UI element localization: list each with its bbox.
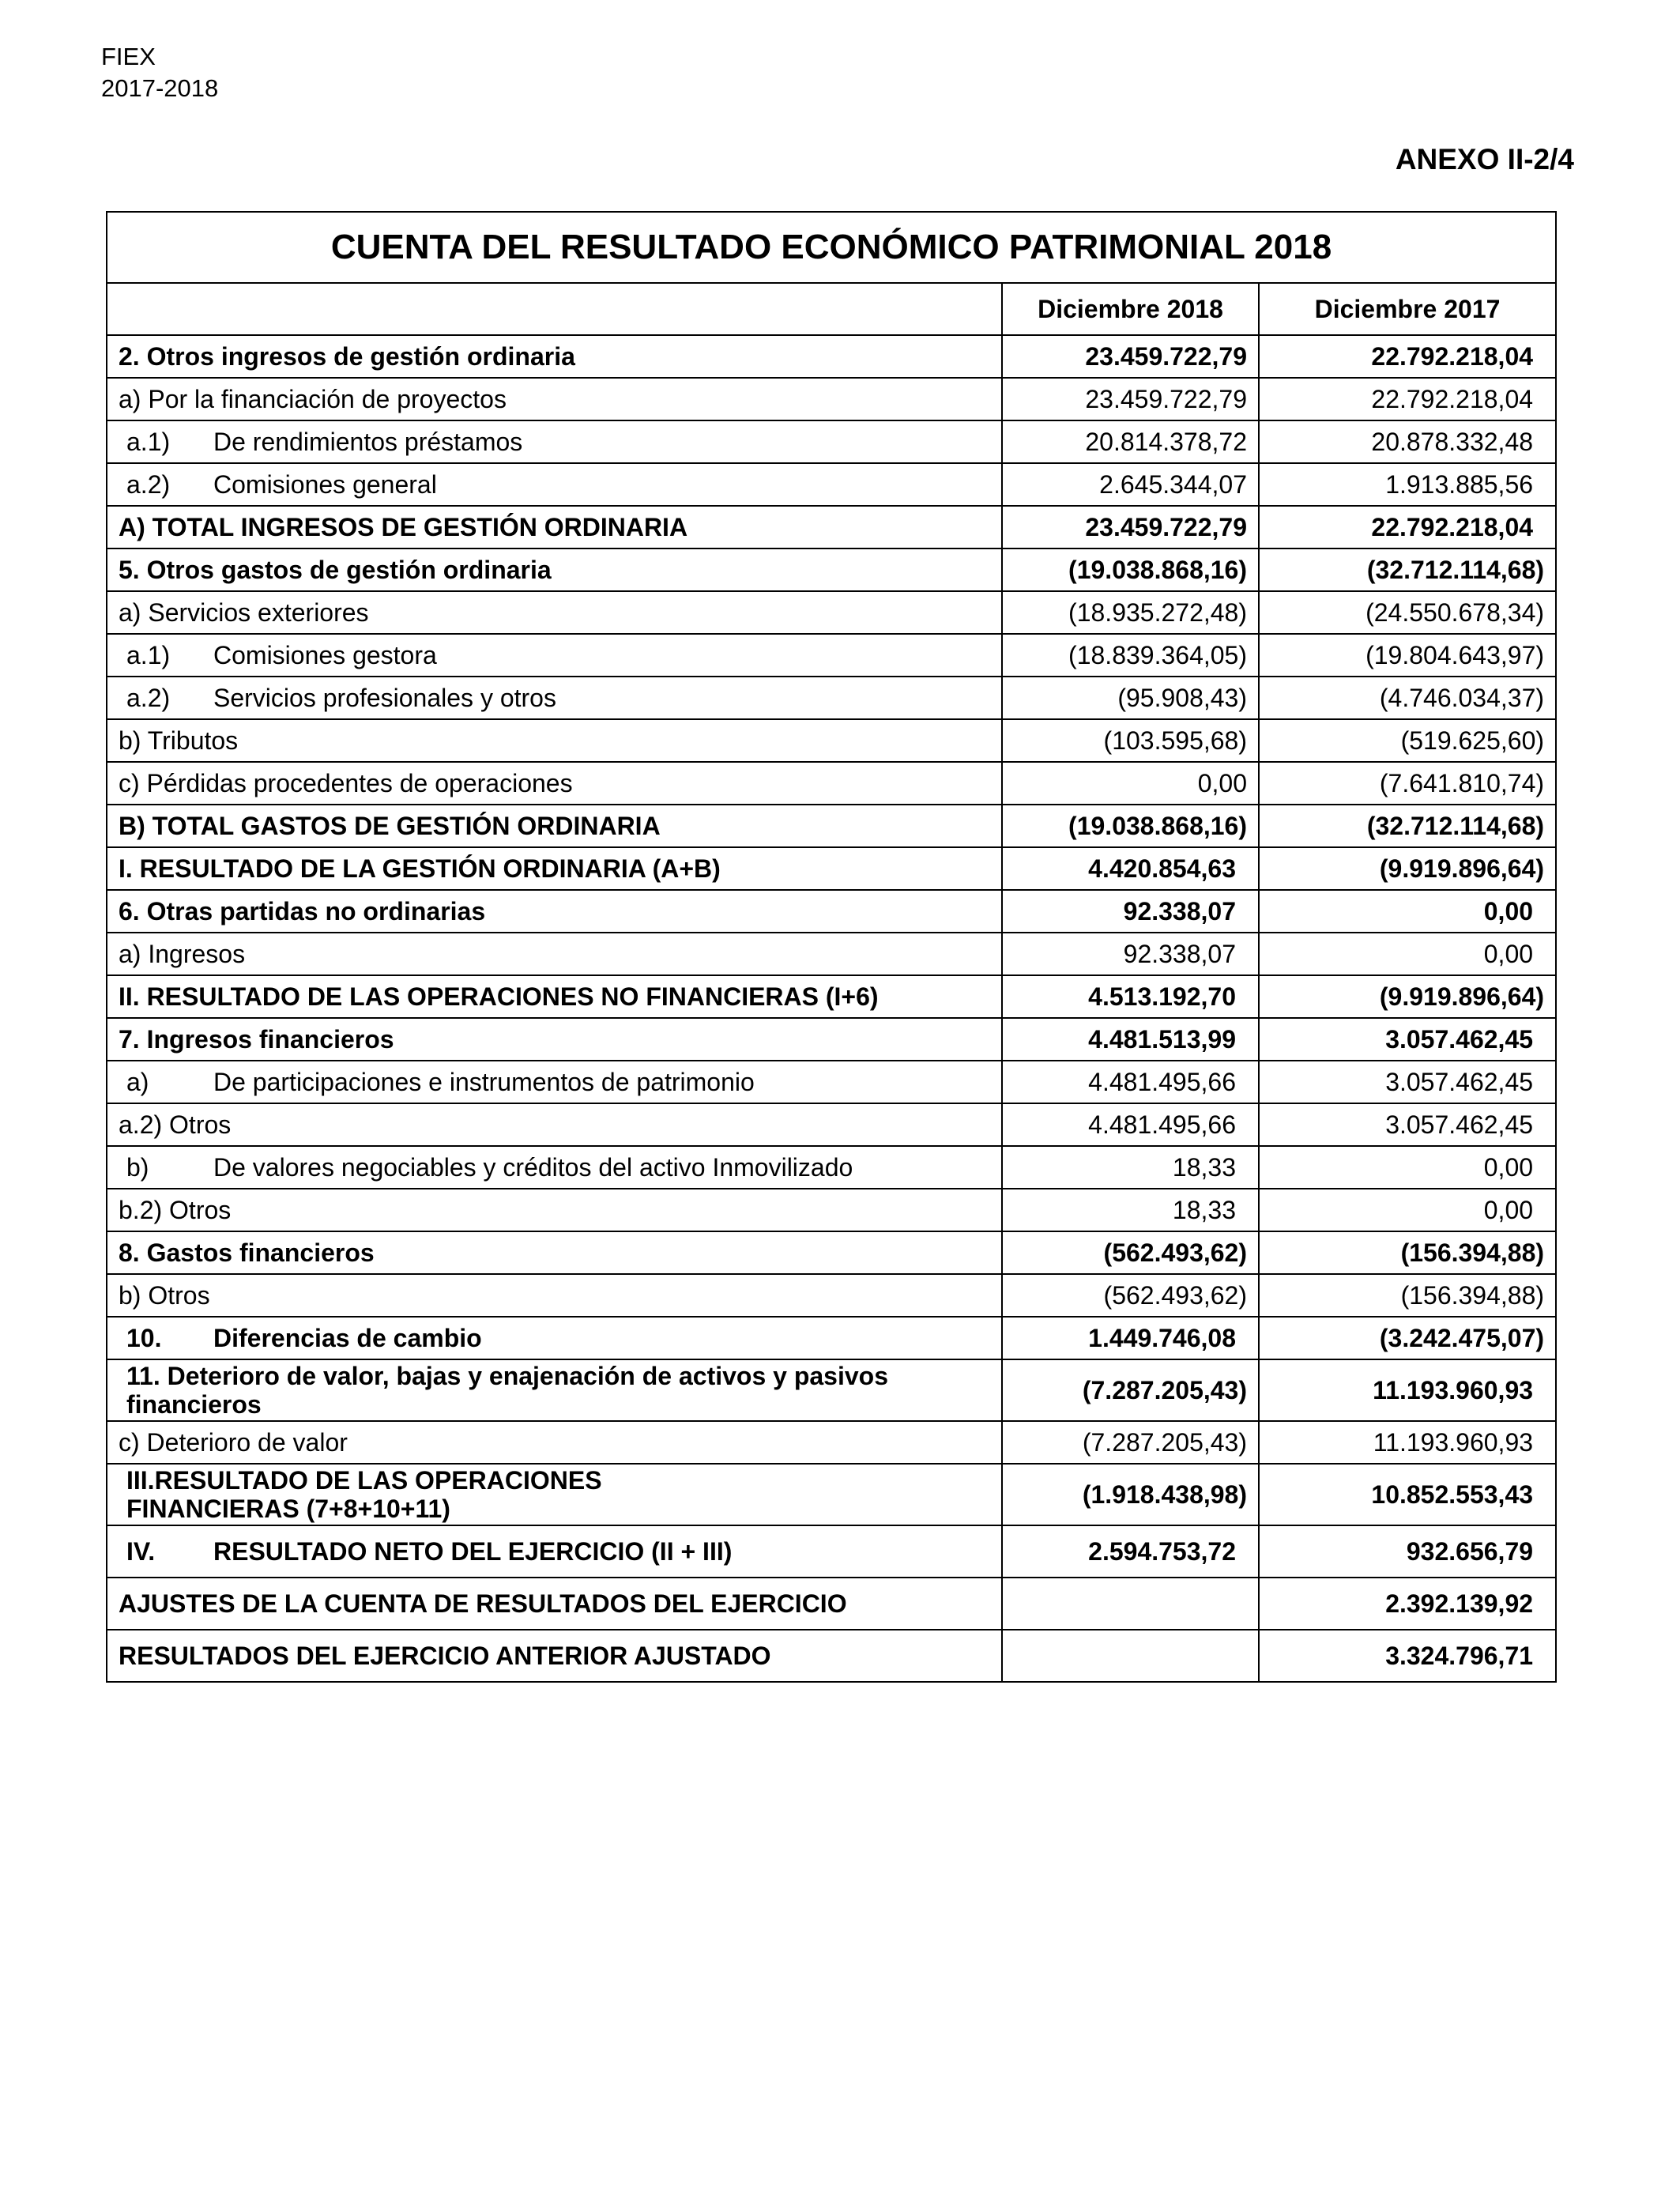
- row-label: 2. Otros ingresos de gestión ordinaria: [107, 335, 1002, 378]
- row-label: 5. Otros gastos de gestión ordinaria: [107, 548, 1002, 591]
- table-row: [107, 975, 1556, 1018]
- row-code: a.2): [126, 683, 171, 712]
- row-label: 7. Ingresos financieros: [107, 1018, 1002, 1061]
- value-2017: (156.394,88): [1259, 1274, 1556, 1317]
- row-label: b) De valores negociables y créditos del activo Inmovilizado: [107, 1146, 1002, 1189]
- value-2017: (32.712.114,68): [1259, 805, 1556, 847]
- row-label: c) Pérdidas procedentes de operaciones: [107, 762, 1002, 805]
- value-2017: (32.712.114,68): [1259, 548, 1556, 591]
- value-2018: (19.038.868,16): [1002, 548, 1259, 591]
- row-label: [107, 1464, 1002, 1525]
- value-2017: (19.804.643,97): [1259, 634, 1556, 677]
- row-label: c) Deterioro de valor: [107, 1421, 1002, 1464]
- income-statement-table: [106, 211, 1557, 1683]
- row-label: a) Ingresos: [107, 933, 1002, 975]
- table-row: [107, 805, 1556, 847]
- value-2017: 3.057.462,45: [1259, 1103, 1556, 1146]
- value-2018: 20.814.378,72: [1002, 420, 1259, 463]
- period-label: 2017-2018: [101, 74, 219, 102]
- value-2017: (9.919.896,64): [1259, 975, 1556, 1018]
- value-2018: 0,00: [1002, 762, 1259, 805]
- value-2018: 92.338,07: [1002, 890, 1259, 933]
- row-label: b) Otros: [107, 1274, 1002, 1317]
- value-2018: (95.908,43): [1002, 677, 1259, 719]
- value-2018: (7.287.205,43): [1002, 1359, 1259, 1421]
- annex-label: ANEXO II-2/4: [1395, 143, 1574, 175]
- row-label: a) Por la financiación de proyectos: [107, 378, 1002, 420]
- table-row: [107, 1317, 1556, 1359]
- table-row: [107, 591, 1556, 634]
- row-code: a.2): [126, 469, 171, 499]
- table-row: [107, 420, 1556, 463]
- value-2018: (562.493,62): [1002, 1231, 1259, 1274]
- row-label: AJUSTES DE LA CUENTA DE RESULTADOS DEL EJERCICIO: [107, 1578, 1002, 1630]
- value-2018: (1.918.438,98): [1002, 1464, 1259, 1525]
- row-code: a.1): [126, 640, 171, 669]
- table-row: [107, 1146, 1556, 1189]
- value-2018: 23.459.722,79: [1002, 506, 1259, 548]
- table-row: [107, 1274, 1556, 1317]
- table-row: [107, 1018, 1556, 1061]
- value-2017: 3.057.462,45: [1259, 1018, 1556, 1061]
- row-label: 10. Diferencias de cambio: [107, 1317, 1002, 1359]
- table-row: [107, 1464, 1556, 1525]
- table-row: [107, 677, 1556, 719]
- row-label: a) De participaciones e instrumentos de patrimonio: [107, 1061, 1002, 1103]
- row-code: b): [126, 1152, 149, 1182]
- table-row: [107, 1103, 1556, 1146]
- value-2018: 23.459.722,79: [1002, 335, 1259, 378]
- value-2018: 4.481.495,66: [1002, 1103, 1259, 1146]
- value-2017: (24.550.678,34): [1259, 591, 1556, 634]
- table-row: [107, 1189, 1556, 1231]
- value-2018: 23.459.722,79: [1002, 378, 1259, 420]
- value-2018: 2.645.344,07: [1002, 463, 1259, 506]
- row-label-text: III.RESULTADO DE LAS OPERACIONES FINANCIERAS (7+8+10+11): [126, 1466, 602, 1523]
- row-label: a.2) Otros: [107, 1103, 1002, 1146]
- value-2017: 1.913.885,56: [1259, 463, 1556, 506]
- row-label: a.2) Servicios profesionales y otros: [107, 677, 1002, 719]
- row-label: 8. Gastos financieros: [107, 1231, 1002, 1274]
- value-2017: 0,00: [1259, 890, 1556, 933]
- value-2017: 11.193.960,93: [1259, 1421, 1556, 1464]
- value-2017: 0,00: [1259, 933, 1556, 975]
- value-2018: (19.038.868,16): [1002, 805, 1259, 847]
- column-header-2018: Diciembre 2018: [1002, 283, 1259, 335]
- value-2017: (4.746.034,37): [1259, 677, 1556, 719]
- value-2017: (3.242.475,07): [1259, 1317, 1556, 1359]
- value-2017: 3.324.796,71: [1259, 1630, 1556, 1682]
- value-2017: (519.625,60): [1259, 719, 1556, 762]
- value-2018: 4.420.854,63: [1002, 847, 1259, 890]
- row-label: 6. Otras partidas no ordinarias: [107, 890, 1002, 933]
- value-2017: 22.792.218,04: [1259, 506, 1556, 548]
- document-header: [101, 41, 218, 104]
- table-row: [107, 378, 1556, 420]
- table-row: [107, 634, 1556, 677]
- organization-name: FIEX: [101, 43, 156, 70]
- table-title: CUENTA DEL RESULTADO ECONÓMICO PATRIMONIAL 2018: [107, 212, 1556, 283]
- value-2018: 4.513.192,70: [1002, 975, 1259, 1018]
- value-2018: [1002, 1630, 1259, 1682]
- value-2018: [1002, 1578, 1259, 1630]
- value-2018: 92.338,07: [1002, 933, 1259, 975]
- value-2018: 18,33: [1002, 1146, 1259, 1189]
- value-2018: 18,33: [1002, 1189, 1259, 1231]
- table-row: [107, 1359, 1556, 1421]
- value-2018: 1.449.746,08: [1002, 1317, 1259, 1359]
- row-label: RESULTADOS DEL EJERCICIO ANTERIOR AJUSTADO: [107, 1630, 1002, 1682]
- table-row: [107, 1231, 1556, 1274]
- value-2018: (562.493,62): [1002, 1274, 1259, 1317]
- table-row: [107, 890, 1556, 933]
- row-label: II. RESULTADO DE LAS OPERACIONES NO FINANCIERAS (I+6): [107, 975, 1002, 1018]
- value-2018: 2.594.753,72: [1002, 1525, 1259, 1578]
- value-2017: 10.852.553,43: [1259, 1464, 1556, 1525]
- value-2017: 2.392.139,92: [1259, 1578, 1556, 1630]
- value-2017: 0,00: [1259, 1146, 1556, 1189]
- value-2018: (18.935.272,48): [1002, 591, 1259, 634]
- value-2018: 4.481.495,66: [1002, 1061, 1259, 1103]
- value-2017: 3.057.462,45: [1259, 1061, 1556, 1103]
- table-row: [107, 1421, 1556, 1464]
- row-code: a): [126, 1067, 149, 1096]
- value-2017: (9.919.896,64): [1259, 847, 1556, 890]
- value-2017: (156.394,88): [1259, 1231, 1556, 1274]
- table-row: [107, 847, 1556, 890]
- value-2017: 932.656,79: [1259, 1525, 1556, 1578]
- table-row: [107, 1061, 1556, 1103]
- row-label: IV. RESULTADO NETO DEL EJERCICIO (II + III): [107, 1525, 1002, 1578]
- row-code: 10.: [126, 1323, 162, 1352]
- value-2017: 0,00: [1259, 1189, 1556, 1231]
- value-2018: (7.287.205,43): [1002, 1421, 1259, 1464]
- row-code: IV.: [126, 1536, 156, 1566]
- value-2017: 22.792.218,04: [1259, 335, 1556, 378]
- table-row: [107, 506, 1556, 548]
- row-label: a.1) Comisiones gestora: [107, 634, 1002, 677]
- row-label: a) Servicios exteriores: [107, 591, 1002, 634]
- header-empty-cell: [107, 283, 1002, 335]
- table-row: [107, 548, 1556, 591]
- table-row: [107, 1578, 1556, 1630]
- row-label: [107, 1359, 1002, 1421]
- value-2018: (103.595,68): [1002, 719, 1259, 762]
- row-code: a.1): [126, 427, 171, 456]
- value-2017: 11.193.960,93: [1259, 1359, 1556, 1421]
- value-2017: (7.641.810,74): [1259, 762, 1556, 805]
- row-label: a.1) De rendimientos préstamos: [107, 420, 1002, 463]
- column-header-2017: Diciembre 2017: [1259, 283, 1556, 335]
- table-row: [107, 335, 1556, 378]
- table-row: [107, 1525, 1556, 1578]
- value-2018: (18.839.364,05): [1002, 634, 1259, 677]
- table-row: [107, 463, 1556, 506]
- row-label: I. RESULTADO DE LA GESTIÓN ORDINARIA (A+B): [107, 847, 1002, 890]
- row-label-text: 11. Deterioro de valor, bajas y enajenación de activos y pasivos financieros: [126, 1362, 888, 1419]
- table-row: [107, 1630, 1556, 1682]
- row-label: A) TOTAL INGRESOS DE GESTIÓN ORDINARIA: [107, 506, 1002, 548]
- table-row: [107, 933, 1556, 975]
- value-2018: 4.481.513,99: [1002, 1018, 1259, 1061]
- table-row: [107, 762, 1556, 805]
- row-label: a.2) Comisiones general: [107, 463, 1002, 506]
- value-2017: 20.878.332,48: [1259, 420, 1556, 463]
- row-label: b.2) Otros: [107, 1189, 1002, 1231]
- row-label: b) Tributos: [107, 719, 1002, 762]
- row-label: B) TOTAL GASTOS DE GESTIÓN ORDINARIA: [107, 805, 1002, 847]
- table-row: [107, 719, 1556, 762]
- value-2017: 22.792.218,04: [1259, 378, 1556, 420]
